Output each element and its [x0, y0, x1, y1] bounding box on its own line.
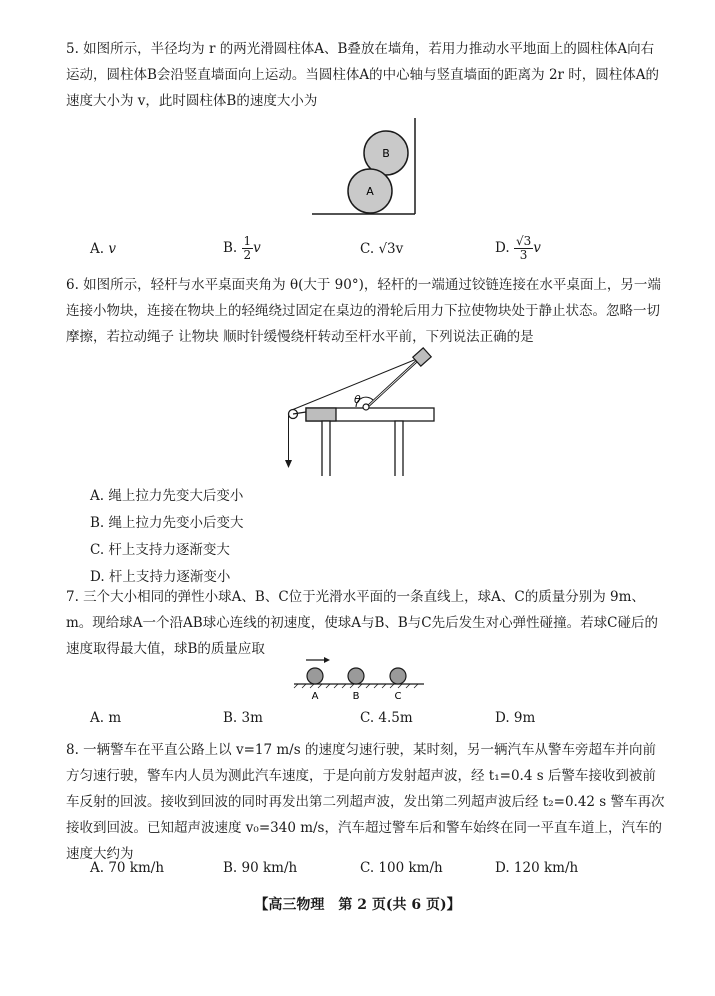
q8-option-a: A. 70 km/h [90, 860, 165, 876]
q6-theta-label: θ [354, 393, 361, 406]
q6-hinge [363, 404, 369, 410]
q6-option-b: B. 绳上拉力先变小后变大 [90, 515, 244, 531]
q7-ball-b [348, 668, 364, 684]
q6-pull-arrow [285, 460, 292, 468]
q7-label-a: A [311, 691, 319, 702]
q5-label-a: A [366, 185, 374, 198]
question-8 [66, 737, 666, 867]
q7-label-b: B [352, 691, 360, 702]
q8-option-c: C. 100 km/h [360, 860, 443, 876]
q7-option-d: D. 9m [495, 710, 536, 726]
q5-option-c: C. √3v [360, 241, 404, 257]
q6-tabletop-shade [306, 408, 336, 421]
page-footer: 【高三物理 第 2 页(共 6 页)】 [254, 897, 461, 913]
q8-option-b: B. 90 km/h [223, 860, 298, 876]
q7-option-b: B. 3m [223, 710, 263, 726]
q5-options [90, 234, 650, 262]
q8-options [90, 860, 650, 884]
q6-table-leg-left [322, 421, 330, 476]
q5-figure [300, 116, 430, 220]
q7-ball-a [307, 668, 323, 684]
q6-figure [280, 346, 450, 476]
q5-option-d: D. $\frac{√3}{3}$ v [495, 234, 541, 262]
q6-option-a: A. 绳上拉力先变大后变小 [90, 488, 244, 504]
q7-option-a: A. m [90, 710, 122, 726]
q7-options [90, 710, 650, 734]
question-6 [66, 272, 666, 350]
q6-options [90, 483, 244, 591]
q5-option-b: B. $\frac{1}{2}$ v [223, 234, 261, 262]
question-7 [66, 584, 666, 662]
question-8-text: 8. 一辆警车在平直公路上以 v=17 m/s 的速度匀速行驶，某时刻，另一辆汽车从警车旁超车并向前方匀速行驶，警车内人员为测此汽车速度，于是向前方发射超声波，经 t₁=0.4 s 后警车接收到被前车反射的回波。接收到回波的同时再发出第二列超声波，发出第二列超声波后经 t₂=0.42 s 警车再次接收到回波。已知超声波速度 v₀=340 m/s，汽车超过警车后和警车始终在同一平直车道上，汽车的速度大约为 [66, 742, 665, 862]
q8-option-d: D. 120 km/h [495, 860, 579, 876]
q6-rod-inner [366, 360, 418, 408]
question-5-text: 5. 如图所示，半径均为 r 的两光滑圆柱体A、B叠放在墙角，若用力推动水平地面上的圆柱体A向右运动，圆柱体B会沿竖直墙面向上运动。当圆柱体A的中心轴与竖直墙面的距离为 2r 时，圆柱体A的速度大小为 v，此时圆柱体B的速度大小为 [66, 41, 660, 109]
q5-option-a: A. v [90, 241, 116, 257]
q7-velocity-arrowhead [324, 657, 330, 663]
q7-figure [290, 654, 430, 702]
q6-option-c: C. 杆上支持力逐渐变大 [90, 542, 230, 558]
q7-label-c: C [394, 691, 402, 702]
q7-ball-c [390, 668, 406, 684]
question-7-text: 7. 三个大小相同的弹性小球A、B、C位于光滑水平面的一条直线上，球A、C的质量分别为 9m、m。现给球A一个沿AB球心连线的初速度，使球A与B、B与C先后发生对心弹性碰撞。若球C碰后的速度取得最大值，球B的质量应取 [66, 589, 658, 657]
question-5 [66, 36, 666, 114]
q6-option-d: D. 杆上支持力逐渐变小 [90, 569, 231, 585]
q5-label-b: B [382, 147, 390, 160]
q6-table-leg-right [395, 421, 403, 476]
question-6-text: 6. 如图所示，轻杆与水平桌面夹角为 θ(大于 90°)，轻杆的一端通过铰链连接在水平桌面上，另一端连接小物块，连接在物块上的轻绳绕过固定在桌边的滑轮后用力下拉使物块处于静止状态。忽略一切摩擦，若拉动绳子 让物块 顺时针缓慢绕杆转动至杆水平前，下列说法正确的是 [66, 277, 661, 345]
q7-option-c: C. 4.5m [360, 710, 413, 726]
